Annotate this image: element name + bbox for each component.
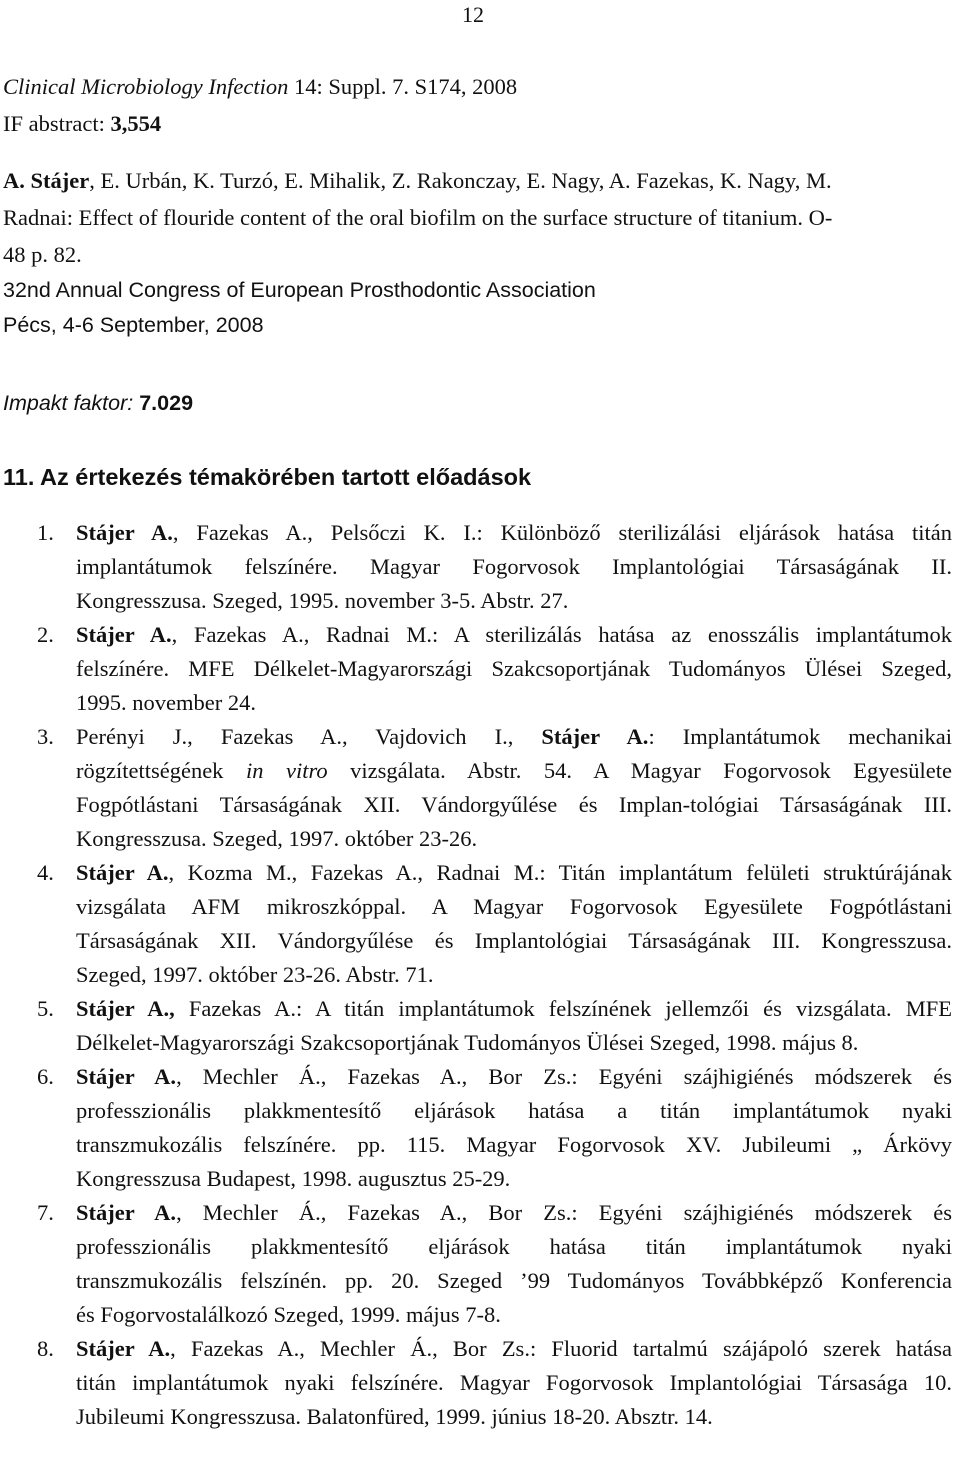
list-item-number: 8. xyxy=(37,1336,54,1361)
list-item xyxy=(3,720,952,856)
list-item-line: Kongresszusa. Szeged, 1997. október 23-26. xyxy=(76,826,478,851)
list-item-line: vizsgálata AFM mikroszkóppal. A Magyar Fogorvosok Egyesülete Fogpótlástani xyxy=(76,894,952,919)
list-item-line: Kongresszusa Budapest, 1998. augusztus 25-29. xyxy=(76,1166,511,1191)
author-highlight: Stájer A. xyxy=(76,622,172,647)
list-item-number: 2. xyxy=(37,622,54,647)
list-item xyxy=(3,1332,952,1434)
impakt-value: 7.029 xyxy=(139,391,194,415)
page-number: 12 xyxy=(462,2,484,27)
journal-title: Clinical Microbiology Infection xyxy=(3,74,289,99)
list-item-number: 5. xyxy=(37,996,54,1021)
impact-factor-total xyxy=(3,391,193,416)
list-item xyxy=(3,992,952,1060)
list-item xyxy=(3,516,952,618)
author-highlight: Stájer A. xyxy=(76,1064,177,1089)
list-item-line: Stájer A., Mechler Á., Fazekas A., Bor Zs.: Egyéni szájhigiénés módszerek és xyxy=(76,1064,952,1089)
list-item-line: Fogpótlástani Társaságának XII. Vándorgyűlése és Implan-tológiai Társaságának III. xyxy=(76,792,952,817)
list-item xyxy=(3,856,952,992)
author-highlight: Stájer A., xyxy=(76,996,175,1021)
list-item-line: rögzítettségének in vitro vizsgálata. Abstr. 54. A Magyar Fogorvosok Egyesülete xyxy=(76,758,952,783)
author-highlight: Stájer A. xyxy=(76,1336,171,1361)
list-item-line: Kongresszusa. Szeged, 1995. november 3-5. Abstr. 27. xyxy=(76,588,569,613)
italic-term: in vitro xyxy=(245,758,328,783)
author-highlight: Stájer A. xyxy=(76,520,173,545)
list-item-number: 1. xyxy=(37,520,54,545)
abstract-authors-line xyxy=(3,162,954,199)
congress-location: Pécs, 4-6 September, 2008 xyxy=(3,313,264,337)
journal-line xyxy=(3,68,954,105)
impakt-label: Impakt faktor: xyxy=(3,391,140,415)
list-item-line: Stájer A., Kozma M., Fazekas A., Radnai M.: Titán implantátum felületi struktúrájának xyxy=(76,860,953,885)
list-item-line: Stájer A., Mechler Á., Fazekas A., Bor Zs.: Egyéni szájhigiénés módszerek és xyxy=(76,1200,952,1225)
list-item-line: Társaságának XII. Vándorgyűlése és Implantológiai Társaságának III. Kongresszusa. xyxy=(76,928,952,953)
list-item-line: Jubileumi Kongresszusa. Balatonfüred, 1999. június 18-20. Absztr. 14. xyxy=(76,1404,713,1429)
list-item-number: 3. xyxy=(37,724,54,749)
author-highlight: Stájer A. xyxy=(76,1200,177,1225)
list-item xyxy=(3,618,952,720)
journal-issue: 14: Suppl. 7. S174, 2008 xyxy=(288,74,518,99)
list-item-number: 6. xyxy=(37,1064,54,1089)
if-label: IF abstract: xyxy=(3,111,111,136)
list-item-line: professzionális plakkmentesítő eljárások hatása titán implantátumok nyaki xyxy=(76,1234,952,1259)
first-author: A. Stájer xyxy=(3,168,90,193)
abstract-page-line: 48 p. 82. xyxy=(3,242,82,267)
list-item-line: Stájer A., Fazekas A., Mechler Á., Bor Zs.: Fluorid tartalmú szájápoló szerek hatása xyxy=(76,1336,952,1361)
list-item xyxy=(3,1060,952,1196)
list-item-line: Stájer A., Fazekas A., Pelsőczi K. I.: Különböző sterilizálási eljárások hatása titán xyxy=(76,520,952,545)
list-item-line: Délkelet-Magyarországi Szakcsoportjának Tudományos Ülései Szeged, 1998. május 8. xyxy=(76,1030,859,1055)
abstract-title-line: Radnai: Effect of flouride content of the oral biofilm on the surface structure of titanium. O- xyxy=(3,205,833,230)
list-item-line: 1995. november 24. xyxy=(76,690,256,715)
list-item-line: Stájer A., Fazekas A.: A titán implantátumok felszínének jellemzői és vizsgálata. MFE xyxy=(76,996,952,1021)
presentation-list xyxy=(3,516,952,1434)
if-value: 3,554 xyxy=(110,111,162,136)
list-item-line: professzionális plakkmentesítő eljárások hatása a titán implantátumok nyaki xyxy=(76,1098,952,1123)
list-item-line: és Fogorvostalálkozó Szeged, 1999. május 7-8. xyxy=(76,1302,501,1327)
abstract-citation xyxy=(3,162,954,343)
list-item xyxy=(3,1196,952,1332)
list-item-line: Szeged, 1997. október 23-26. Abstr. 71. xyxy=(76,962,434,987)
list-item-line: felszínére. MFE Délkelet-Magyarországi Szakcsoportjának Tudományos Ülései Szeged, xyxy=(76,656,952,681)
list-item-line: Perényi J., Fazekas A., Vajdovich I., Stájer A.: Implantátumok mechanikai xyxy=(76,724,952,749)
author-highlight: Stájer A. xyxy=(76,860,169,885)
impact-factor-line xyxy=(3,105,954,142)
list-item-line: implantátumok felszínére. Magyar Fogorvosok Implantológiai Társaságának II. xyxy=(76,554,952,579)
list-item-line: titán implantátumok nyaki felszínére. Magyar Fogorvosok Implantológiai Társasága 10. xyxy=(76,1370,952,1395)
list-item-line: Stájer A., Fazekas A., Radnai M.: A sterilizálás hatása az enosszális implantátumok xyxy=(76,622,953,647)
section-heading: 11. Az értekezés témakörében tartott előadások xyxy=(3,464,532,490)
congress-name: 32nd Annual Congress of European Prosthodontic Association xyxy=(3,278,596,302)
list-item-line: transzmukozális felszínén. pp. 20. Szeged ’99 Tudományos Továbbképző Konferencia xyxy=(76,1268,952,1293)
list-item-number: 7. xyxy=(37,1200,54,1225)
list-item-line: transzmukozális felszínére. pp. 115. Magyar Fogorvosok XV. Jubileumi „ Árkövy xyxy=(76,1132,952,1157)
author-highlight: Stájer A. xyxy=(541,724,649,749)
journal-citation xyxy=(3,68,954,142)
co-authors: , E. Urbán, K. Turzó, E. Mihalik, Z. Rakonczay, E. Nagy, A. Fazekas, K. Nagy, M. xyxy=(89,168,832,193)
list-item-number: 4. xyxy=(37,860,54,885)
